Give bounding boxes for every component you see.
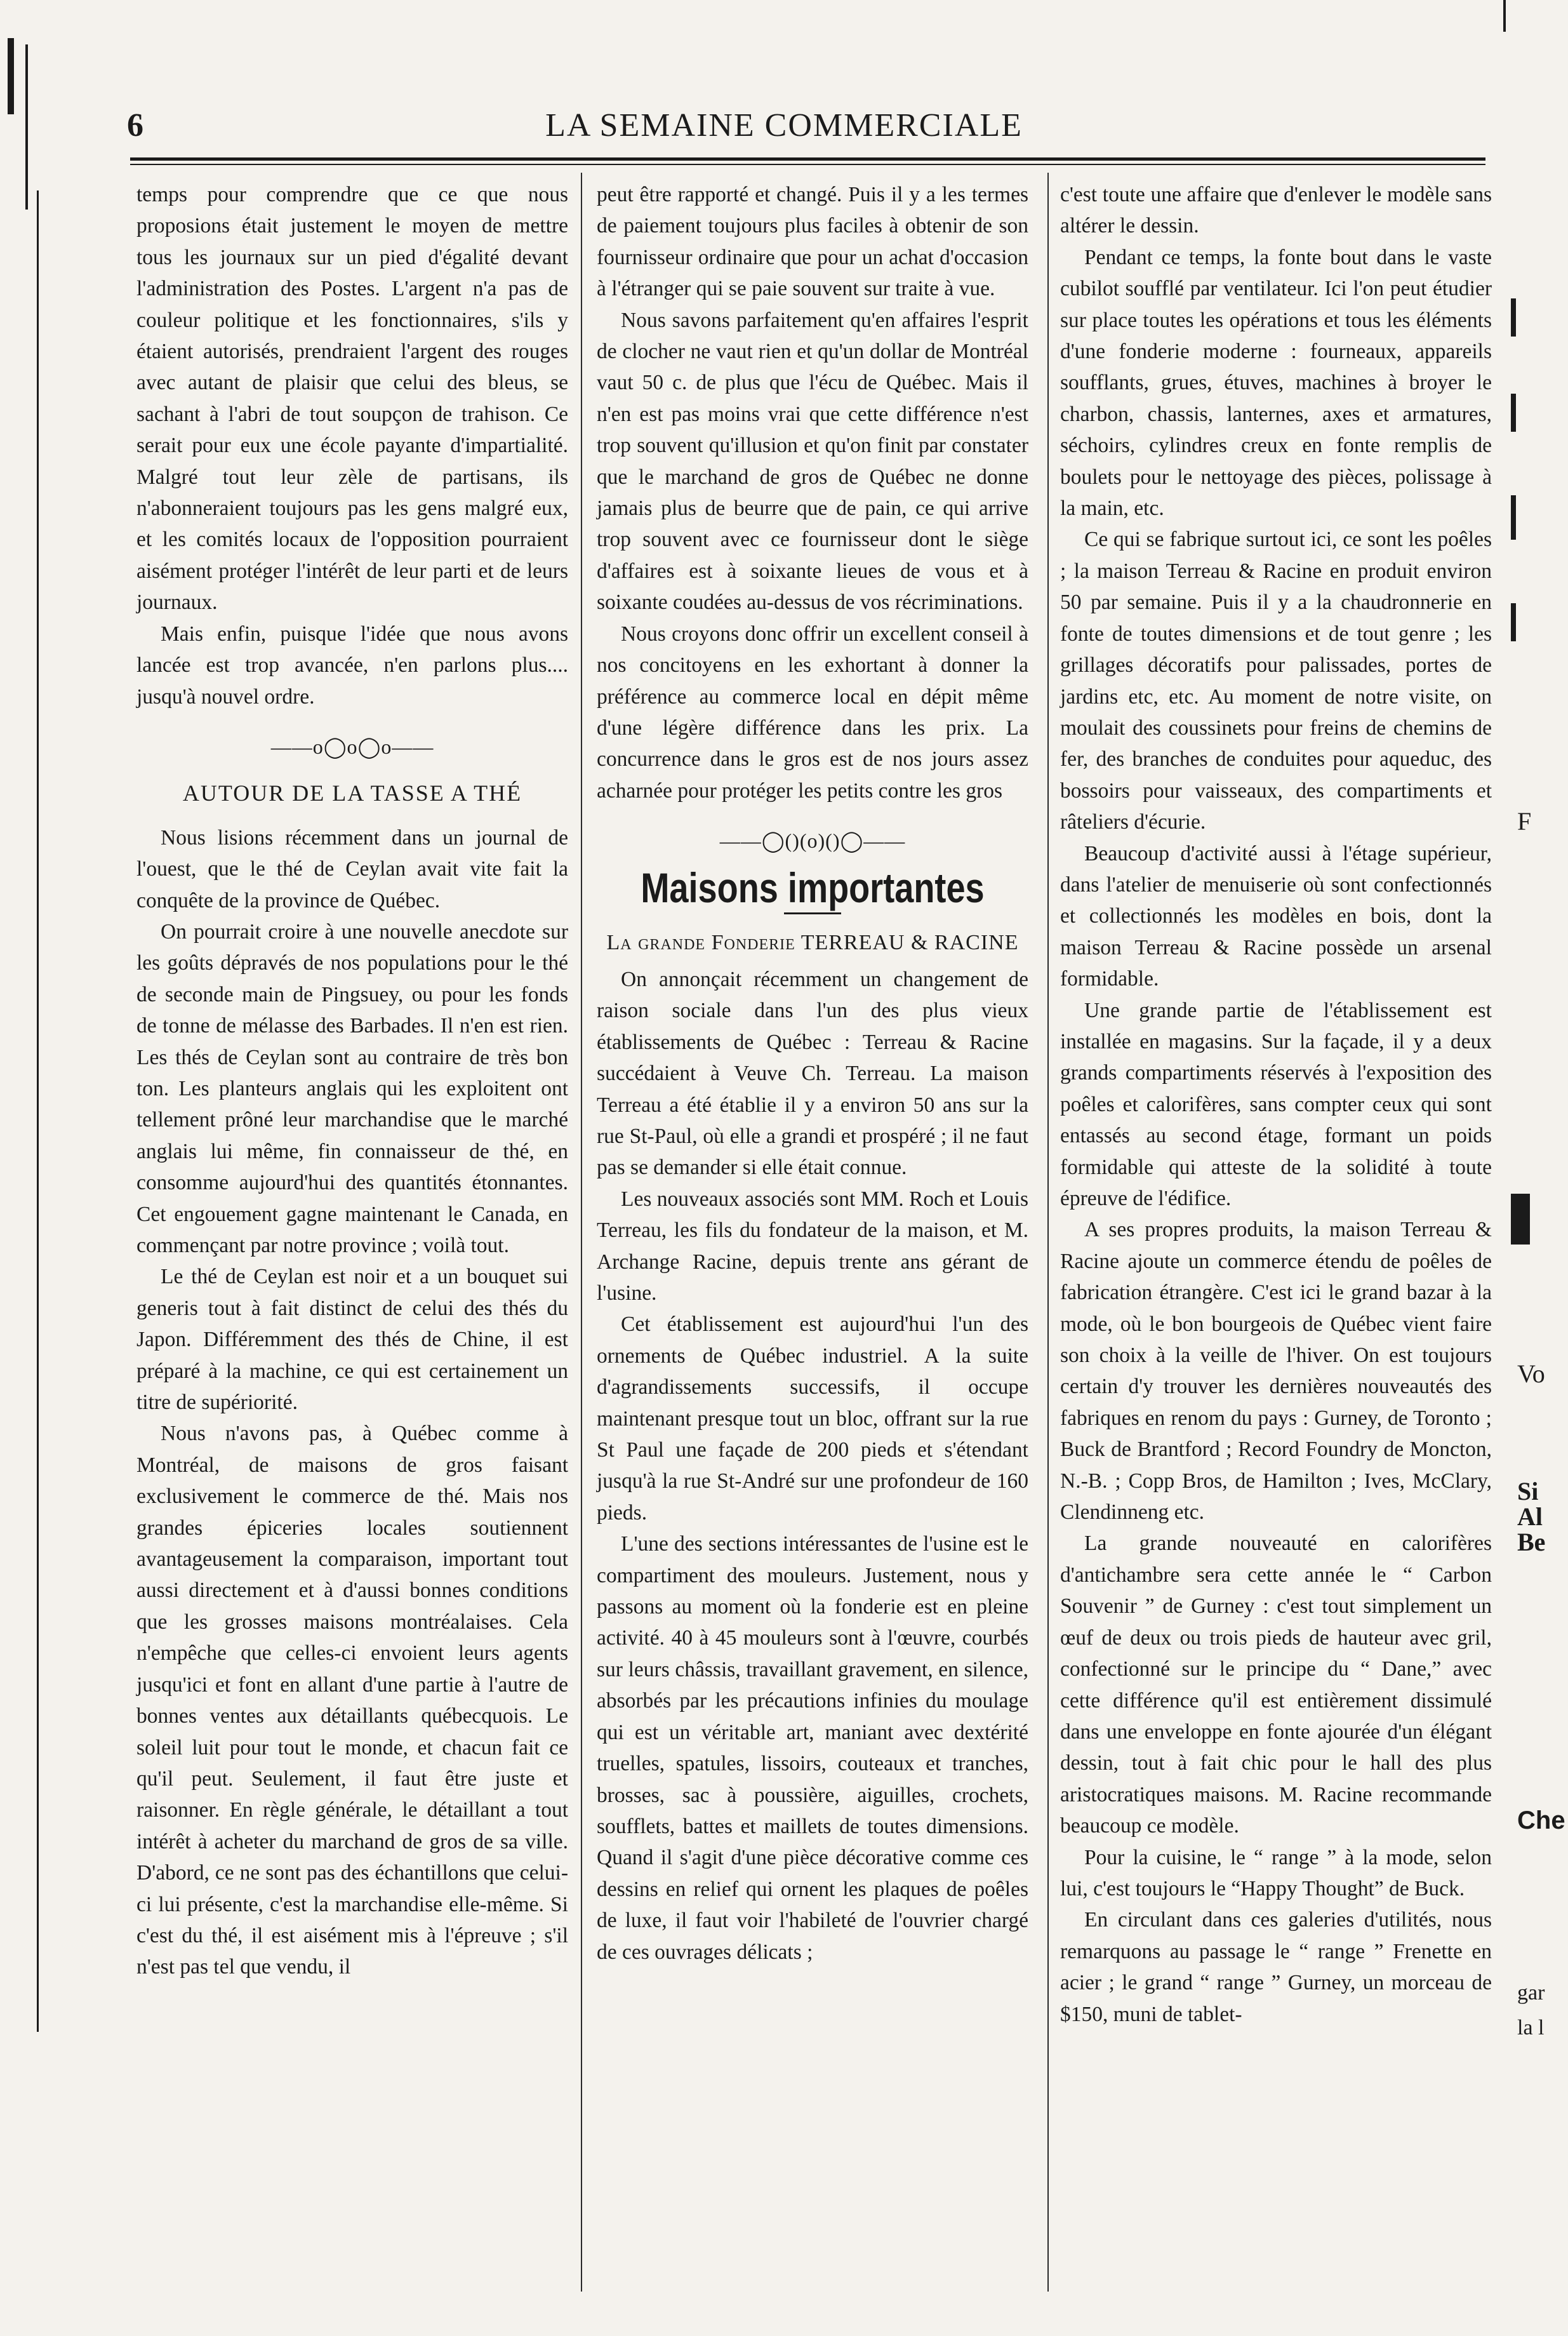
section-heading: AUTOUR DE LA TASSE A THÉ bbox=[182, 780, 522, 806]
header-rule bbox=[130, 157, 1485, 161]
article-title: Maisons importantes bbox=[641, 864, 985, 911]
paragraph: On annonçait récemment un changement de raison sociale dans l'un des plus vieux établissements de Québec : Terreau & Racine succédaient à Veuve Ch. Terreau. La maison Terreau a été établie il y a environ 50 ans sur la rue St-Paul, où elle a grandi et prospéré ; il ne faut pas se demander si elle était connue. bbox=[597, 967, 1028, 1180]
paragraph: Nous n'avons pas, à Québec comme à Montréal, de maisons de gros faisant exclusivement le commerce de thé. Mais nos grandes épiceries locales soutiennent avantageusement la comparaison, important tout aussi directement et à d'aussi bonnes conditions que les grosses maisons montréalaises. Cela n'empêche que celles-ci envoient leurs agents jusqu'ici et font en allant d'une partie à l'autre de bonnes ventes aux détaillants québecquois. Le soleil luit pour tout le monde, et chacun fait ce qu'il peut. Seulement, il faut être juste et raisonner. En règle générale, le détaillant a tout intérêt à acheter du marchand de gros de sa ville. D'abord, ce ne sont pas des échantillons que celui-ci lui présente, c'est la marchandise elle-même. Si c'est du thé, il est aisément mis à l'épreuve ; s'il n'est pas tel que vendu, il bbox=[136, 1422, 568, 1979]
edge-mark bbox=[1511, 603, 1516, 641]
column-divider bbox=[1047, 173, 1049, 2292]
article-subtitle: La grande Fonderie TERREAU & RACINE bbox=[606, 930, 1019, 954]
margin-fragment: Al bbox=[1517, 1502, 1543, 1531]
masthead-title: LA SEMAINE COMMERCIALE bbox=[545, 107, 1023, 143]
paragraph: peut être rapporté et changé. Puis il y a les termes de paiement toujours plus faciles à obtenir de son fournisseur ordinaire que pour un achat d'occasion à l'étranger qui se paie souvent sur traite à vue. bbox=[597, 183, 1028, 301]
header-rule-thin bbox=[130, 164, 1485, 165]
column-1 bbox=[136, 179, 568, 1983]
paragraph: Pendant ce temps, la fonte bout dans le vaste cubilot soufflé par ventilateur. Ici l'on peut étudier sur place toutes les opérations et tous les éléments d'une fonderie moderne : fourneaux, appareils soufflants, grues, étuves, machines à broyer le charbon, chassis, lanternes, axes et armatures, séchoirs, cylindres creux en fonte remplis de boulets pour le nettoyage des pièces, polissage à la main, etc. bbox=[1060, 245, 1492, 521]
paragraph: On pourrait croire à une nouvelle anecdote sur les goûts dépravés de nos populations pour le thé de seconde main de Pingsuey, ou pour les fonds de tonne de mélasse des Barbades. Il n'en est rien. Les thés de Ceylan sont au contraire de très bon ton. Les planteurs anglais qui les exploitent ont tellement prôné leur marchandise que le marché anglais lui même, fin connaisseur de thé, en consomme aujourd'hui des quantités étonnantes. Cet engouement gagne maintenant le Canada, en commençant par notre province ; voilà tout. bbox=[136, 919, 568, 1257]
edge-mark bbox=[1511, 495, 1516, 540]
margin-fragment: Si bbox=[1517, 1477, 1539, 1505]
paragraph: A ses propres produits, la maison Terreau & Racine ajoute un commerce étendu de poêles de fabrication étrangère. C'est ici le grand bazar à la mode, où le bon bourgeois de Québec vient faire son choix à la veille de l'hiver. On est toujours certain d'y trouver les dernières nouveautés des fabriques en renom du pays : Gurney, de Toronto ; Buck de Brantford ; Record Foundry de Moncton, N.-B. ; Copp Bros, de Hamilton ; Ives, McClary, Clendinneng etc. bbox=[1060, 1218, 1492, 1525]
binding-edge-mark bbox=[8, 38, 14, 114]
paragraph: Le thé de Ceylan est noir et a un bouquet sui generis tout à fait distinct de celui des thés du Japon. Différemment des thés de Chine, il est préparé à la machine, ce qui est certainement un titre de supériorité. bbox=[136, 1265, 568, 1415]
paragraph: Nous croyons donc offrir un excellent conseil à nos concitoyens en les exhortant à donner la préférence au commerce local en dépit même d'une légère différence dans les prix. La concurrence dans le gros est de nos jours assez acharnée pour protéger les petits contre les gros bbox=[597, 622, 1028, 803]
binding-edge-mark bbox=[37, 190, 39, 2032]
paragraph: En circulant dans ces galeries d'utilités, nous remarquons au passage le “ range ” Frenette en acier ; le grand “ range ” Gurney, un morceau de $150, muni de tablet- bbox=[1060, 1908, 1492, 2026]
paragraph: Ce qui se fabrique surtout ici, ce sont les poêles ; la maison Terreau & Racine en produit environ 50 par semaine. Puis il y a la chaudronnerie en fonte de toutes dimensions et de tout genre ; les grillages décoratifs pour palissades, portes de jardins etc, etc. Au moment de notre visite, on moulait des coussinets pour freins de chemins de fer, des branches de conduites pour aqueduc, des bossoirs pour vaisseaux, des compartiments et râteliers d'écurie. bbox=[1060, 528, 1492, 834]
paragraph: L'une des sections intéressantes de l'usine est le compartiment des mouleurs. Justement, nous y passons au moment où la fonderie est en pleine activité. 40 à 45 mouleurs sont à l'œuvre, courbés sur leurs châssis, travaillant gravement, en silence, absorbés par les précautions infinies du moulage qui est un véritable art, maniant avec dextérité truelles, spatules, lissoirs, couteaux et tranches, brosses, sac à poussière, aiguilles, crochets, soufflets, battes et maillets de toutes dimensions. Quand il s'agit d'une pièce décorative comme ces dessins en relief qui ornent les plaques de poêles de luxe, il faut voir l'habileté de l'ouvrier chargé de ces ouvrages délicats ; bbox=[597, 1532, 1028, 1964]
paragraph: Beaucoup d'activité aussi à l'étage supérieur, dans l'atelier de menuiserie où sont confectionnés et collectionnés les modèles en bois, dont la maison Terreau & Racine possède un arsenal formidable. bbox=[1060, 841, 1492, 991]
page-number: 6 bbox=[127, 107, 143, 143]
paragraph: Cet établissement est aujourd'hui l'un des ornements de Québec industriel. A la suite d'agrandissements successifs, il occupe maintenant presque tout un bloc, offrant sur la rue St Paul une façade de 200 pieds et s'étendant jusqu'à la rue St-André sur une profondeur de 160 pieds. bbox=[597, 1312, 1028, 1525]
edge-mark bbox=[1511, 1194, 1530, 1245]
margin-fragment: Che bbox=[1517, 1806, 1565, 1834]
paragraph: Une grande partie de l'établissement est installée en magasins. Sur la façade, il y a deux grands compartiments réservés à l'exposition des poêles et calorifères, sans compter ceux qui sont entassés au second étage, formant un poids formidable qui atteste de la solidité à toute épreuve de l'édifice. bbox=[1060, 998, 1492, 1210]
margin-fragment: gar bbox=[1517, 1981, 1545, 2005]
paragraph: c'est toute une affaire que d'enlever le modèle sans altérer le dessin. bbox=[1060, 183, 1492, 238]
edge-mark bbox=[1511, 394, 1516, 432]
paragraph: Pour la cuisine, le “ range ” à la mode, selon lui, c'est toujours le “Happy Thought” de Buck. bbox=[1060, 1845, 1492, 1900]
paragraph: La grande nouveauté en calorifères d'antichambre sera cette année le “ Carbon Souvenir ” de Gurney : c'est tout simplement un œuf de deux ou trois pieds de hauteur avec gril, confectionné sur le principe du “ Dane,” avec cette différence qu'il est entièrement dissimulé dans une enveloppe en fonte ajourée d'un élégant dessin, tout à fait chic pour le hall des plus aristocratiques maisons. M. Racine recommande beaucoup ce modèle. bbox=[1060, 1532, 1492, 1838]
edge-mark bbox=[1503, 0, 1506, 32]
ornamental-separator: ——o◯o◯o—— bbox=[270, 735, 434, 758]
margin-fragment: Be bbox=[1517, 1528, 1546, 1556]
paragraph: temps pour comprendre que ce que nous proposions était justement le moyen de mettre tous les journaux sur un pied d'égalité devant l'administration des Postes. L'argent n'a pas de couleur politique et les fonctionnaires, s'ils y étaient autorisés, prendraient l'argent des rouges avec autant de plaisir que celui des bleus, se sachant à l'abri de tout soupçon de trahison. Ce serait pour eux une école payante d'impartialité. Malgré tout leur zèle de partisans, ils n'abonneraient toujours pas les gens malgré eux, et les comités locaux de l'opposition pourraient aisément protéger l'intérêt de leur parti et de leurs journaux. bbox=[136, 183, 568, 615]
binding-edge-mark bbox=[25, 44, 28, 210]
paragraph: Nous lisions récemment dans un journal de l'ouest, que le thé de Ceylan avait vite fait la conquête de la province de Québec. bbox=[136, 825, 568, 912]
column-3 bbox=[1060, 179, 1492, 2030]
paragraph: Mais enfin, puisque l'idée que nous avons lancée est trop avancée, n'en parlons plus.... jusqu'à nouvel ordre. bbox=[136, 622, 568, 709]
ornamental-separator: ——◯()(o)()◯—— bbox=[719, 829, 906, 853]
paragraph: Nous savons parfaitement qu'en affaires l'esprit de clocher ne vaut rien et qu'un dollar de Montréal vaut 50 c. de plus que l'écu de Québec. Mais il n'en est pas moins vrai que cette différence n'est trop souvent qu'illusion et qu'on finit par constater que le marchand de gros de Québec ne donne jamais plus de beurre que de pain, ce qui arrive trop souvent avec ce fournisseur dont le siège d'affaires est à soixante lieues de vous et à soixante coudées au-dessus de vos récriminations. bbox=[597, 308, 1028, 615]
column-divider bbox=[581, 173, 582, 2292]
margin-fragment: Vo bbox=[1517, 1359, 1545, 1388]
paragraph: Les nouveaux associés sont MM. Roch et Louis Terreau, les fils du fondateur de la maison, et M. Archange Racine, depuis trente ans gérant de l'usine. bbox=[597, 1187, 1028, 1305]
margin-fragment: F bbox=[1517, 807, 1532, 836]
title-rule bbox=[784, 912, 841, 914]
column-2 bbox=[597, 179, 1028, 1968]
edge-mark bbox=[1511, 298, 1516, 337]
margin-fragment: la l bbox=[1517, 2016, 1545, 2039]
